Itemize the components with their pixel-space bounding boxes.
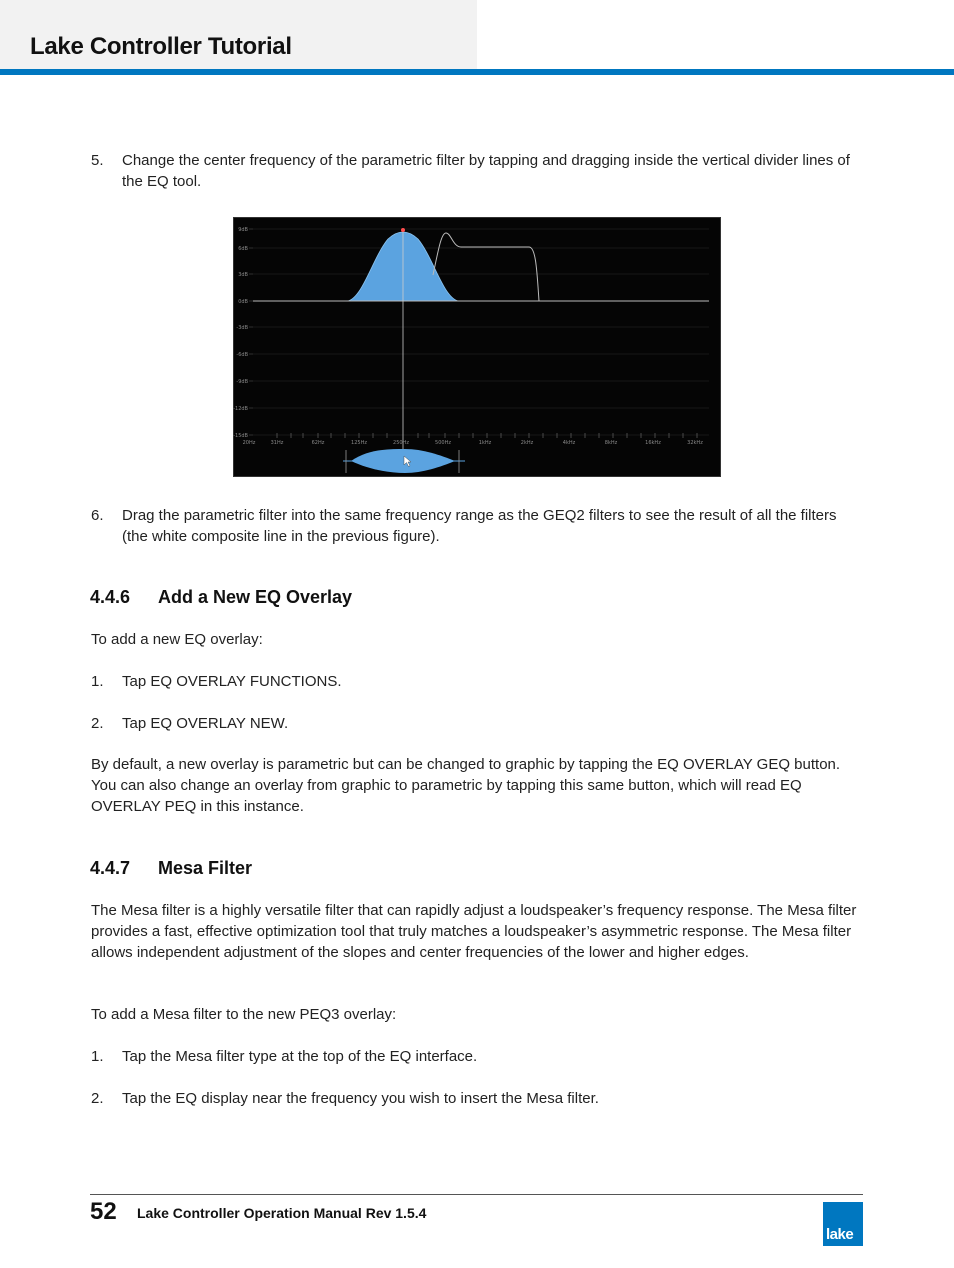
paragraph: To add a Mesa filter to the new PEQ3 overlay: bbox=[91, 1006, 397, 1023]
lake-logo bbox=[823, 1202, 863, 1246]
paragraph: By default, a new overlay is parametric but can be changed to graphic by tapping the EQ OVERLAY GEQ button. You can also change an overlay from graphic to parametric by tapping this same button, which will read EQ OVERLAY PEQ in this instance. bbox=[91, 756, 841, 815]
x-label: 125Hz bbox=[351, 440, 367, 446]
list-text: Tap EQ OVERLAY NEW. bbox=[122, 715, 289, 732]
y-label: 6dB bbox=[238, 246, 248, 252]
section-number: 4.4.6 bbox=[90, 587, 131, 607]
list-text: Tap the Mesa filter type at the top of the EQ interface. bbox=[122, 1048, 478, 1065]
x-label: 2kHz bbox=[520, 440, 534, 446]
list-number: 6. bbox=[91, 507, 104, 524]
list-number: 1. bbox=[91, 673, 104, 690]
y-label: -9dB bbox=[236, 379, 248, 385]
paragraph: To add a new EQ overlay: bbox=[91, 631, 263, 648]
list-text: Tap the EQ display near the frequency you wish to insert the Mesa filter. bbox=[122, 1090, 599, 1107]
y-label: -12dB bbox=[233, 406, 248, 412]
x-label: 32kHz bbox=[687, 440, 703, 446]
x-label: 31Hz bbox=[270, 440, 284, 446]
page-header-title: Lake Controller Tutorial bbox=[30, 33, 292, 60]
x-label: 8kHz bbox=[604, 440, 618, 446]
y-label: 0dB bbox=[238, 299, 248, 305]
section-heading bbox=[90, 858, 252, 879]
filter-peak-handle bbox=[401, 228, 405, 232]
section-heading bbox=[90, 587, 352, 608]
y-label: 3dB bbox=[238, 272, 248, 278]
eq-tool-screenshot bbox=[233, 217, 721, 477]
header-rule bbox=[0, 69, 954, 75]
x-label: 62Hz bbox=[311, 440, 325, 446]
section-number: 4.4.7 bbox=[90, 858, 131, 878]
y-label: -6dB bbox=[236, 352, 248, 358]
y-label: -15dB bbox=[233, 433, 248, 439]
section-title: Add a New EQ Overlay bbox=[158, 587, 353, 607]
footer-manual-title: Lake Controller Operation Manual Rev 1.5.4 bbox=[137, 1205, 427, 1221]
x-label: 4kHz bbox=[562, 440, 576, 446]
x-label: 1kHz bbox=[478, 440, 492, 446]
x-label: 20Hz bbox=[242, 440, 256, 446]
x-label: 16kHz bbox=[645, 440, 661, 446]
x-label: 250Hz bbox=[393, 440, 409, 446]
list-text: Change the center frequency of the parametric filter by tapping and dragging inside the vertical divider lines of the EQ tool. bbox=[122, 152, 850, 190]
list-number: 1. bbox=[91, 1048, 104, 1065]
x-label: 500Hz bbox=[435, 440, 451, 446]
logo-text: lake bbox=[826, 1226, 854, 1243]
list-text: Tap EQ OVERLAY FUNCTIONS. bbox=[122, 673, 342, 690]
y-label: 9dB bbox=[238, 227, 248, 233]
y-label: -3dB bbox=[236, 325, 248, 331]
list-text: Drag the parametric filter into the same frequency range as the GEQ2 filters to see the result of all the filters (the white composite line in the previous figure). bbox=[122, 507, 837, 545]
section-title: Mesa Filter bbox=[158, 858, 253, 878]
list-number: 5. bbox=[91, 152, 104, 169]
page-number: 52 bbox=[90, 1198, 117, 1225]
paragraph: The Mesa filter is a highly versatile filter that can rapidly adjust a loudspeaker’s frequency response. The Mesa filter provides a fast, effective optimization tool that truly matches a loudspeaker’s asymmetric response. The Mesa filter allows independent adjustment of the slopes and center frequencies of the lower and higher edges. bbox=[91, 902, 857, 961]
eq-background bbox=[233, 217, 721, 477]
list-number: 2. bbox=[91, 715, 104, 732]
list-number: 2. bbox=[91, 1090, 104, 1107]
footer-rule bbox=[90, 1194, 863, 1195]
